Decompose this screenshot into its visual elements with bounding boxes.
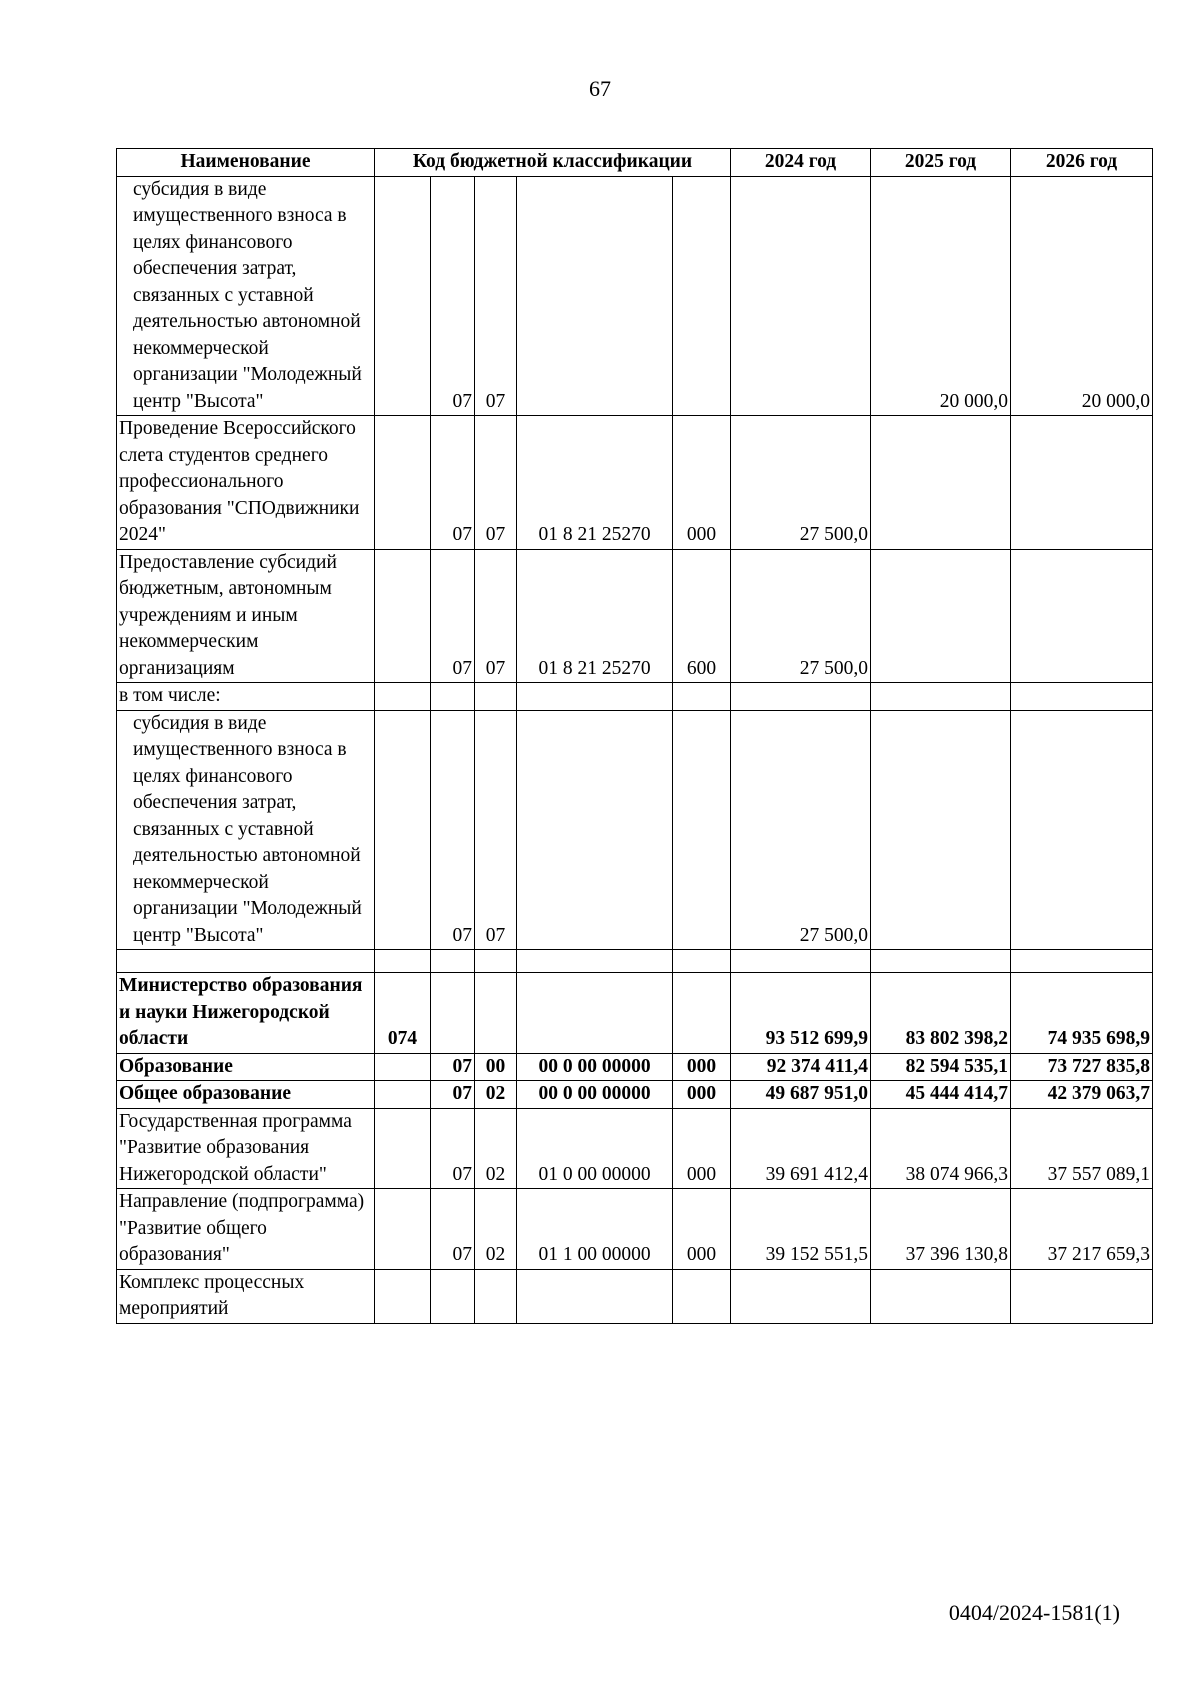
table-row bbox=[117, 1053, 1153, 1081]
row-value-2026 bbox=[1011, 683, 1153, 711]
row-code-expense-type: 000 bbox=[673, 1053, 731, 1081]
row-code-subsection: 02 bbox=[475, 1108, 517, 1189]
table-row bbox=[117, 950, 1153, 973]
row-code-section: 07 bbox=[431, 416, 475, 550]
row-code-expense-type bbox=[673, 683, 731, 711]
row-code-expense-type bbox=[673, 176, 731, 416]
row-code-target: 01 0 00 00000 bbox=[517, 1108, 673, 1189]
row-code-admin bbox=[375, 1189, 431, 1270]
row-value-2024: 39 152 551,5 bbox=[731, 1189, 871, 1270]
table-row bbox=[117, 1269, 1153, 1323]
row-name: Комплекс процессных мероприятий bbox=[117, 1269, 375, 1323]
row-code-section bbox=[431, 1269, 475, 1323]
row-code-admin bbox=[375, 176, 431, 416]
row-value-2025 bbox=[871, 1269, 1011, 1323]
row-name: субсидия в виде имущественного взноса в целях финансового обеспечения затрат, связанных с уставной деятельностью автономной некоммерческой организации "Молодежный центр "Высота" bbox=[117, 710, 375, 950]
row-value-2026: 42 379 063,7 bbox=[1011, 1081, 1153, 1109]
row-code-subsection: 02 bbox=[475, 1189, 517, 1270]
row-code-subsection: 07 bbox=[475, 416, 517, 550]
header-code: Код бюджетной классификации bbox=[375, 149, 731, 177]
row-code-target: 00 0 00 00000 bbox=[517, 1053, 673, 1081]
row-name: в том числе: bbox=[117, 683, 375, 711]
row-code-admin bbox=[375, 710, 431, 950]
row-name bbox=[117, 950, 375, 973]
row-code-target: 01 8 21 25270 bbox=[517, 416, 673, 550]
row-value-2026 bbox=[1011, 416, 1153, 550]
row-name: Образование bbox=[117, 1053, 375, 1081]
table-row bbox=[117, 416, 1153, 550]
row-code-target: 01 8 21 25270 bbox=[517, 549, 673, 683]
row-code-subsection: 07 bbox=[475, 176, 517, 416]
header-2024: 2024 год bbox=[731, 149, 871, 177]
row-value-2024: 49 687 951,0 bbox=[731, 1081, 871, 1109]
row-code-subsection: 00 bbox=[475, 1053, 517, 1081]
table-row bbox=[117, 973, 1153, 1054]
row-code-target: 00 0 00 00000 bbox=[517, 1081, 673, 1109]
row-value-2025 bbox=[871, 416, 1011, 550]
row-code-subsection bbox=[475, 973, 517, 1054]
row-value-2024 bbox=[731, 1269, 871, 1323]
row-code-section: 07 bbox=[431, 1189, 475, 1270]
row-value-2024 bbox=[731, 950, 871, 973]
row-value-2024 bbox=[731, 683, 871, 711]
row-value-2024 bbox=[731, 176, 871, 416]
table-row bbox=[117, 176, 1153, 416]
table-row bbox=[117, 683, 1153, 711]
row-value-2026 bbox=[1011, 950, 1153, 973]
row-code-section bbox=[431, 950, 475, 973]
row-value-2025: 37 396 130,8 bbox=[871, 1189, 1011, 1270]
row-code-target: 01 1 00 00000 bbox=[517, 1189, 673, 1270]
row-code-expense-type: 600 bbox=[673, 549, 731, 683]
row-value-2025: 20 000,0 bbox=[871, 176, 1011, 416]
row-code-target bbox=[517, 683, 673, 711]
row-value-2026: 73 727 835,8 bbox=[1011, 1053, 1153, 1081]
row-code-target bbox=[517, 950, 673, 973]
row-code-admin bbox=[375, 1081, 431, 1109]
row-code-section: 07 bbox=[431, 1108, 475, 1189]
row-code-section: 07 bbox=[431, 710, 475, 950]
row-value-2025: 83 802 398,2 bbox=[871, 973, 1011, 1054]
row-code-target bbox=[517, 710, 673, 950]
row-code-expense-type: 000 bbox=[673, 1189, 731, 1270]
row-code-expense-type: 000 bbox=[673, 1108, 731, 1189]
row-code-target bbox=[517, 1269, 673, 1323]
row-value-2025: 45 444 414,7 bbox=[871, 1081, 1011, 1109]
row-code-subsection bbox=[475, 1269, 517, 1323]
row-code-section bbox=[431, 973, 475, 1054]
row-value-2025: 82 594 535,1 bbox=[871, 1053, 1011, 1081]
row-code-target bbox=[517, 176, 673, 416]
header-2026: 2026 год bbox=[1011, 149, 1153, 177]
table-row bbox=[117, 710, 1153, 950]
row-value-2024: 39 691 412,4 bbox=[731, 1108, 871, 1189]
row-name: Министерство образования и науки Нижегородской области bbox=[117, 973, 375, 1054]
row-value-2026: 20 000,0 bbox=[1011, 176, 1153, 416]
header-2025: 2025 год bbox=[871, 149, 1011, 177]
row-name: Проведение Всероссийского слета студентов среднего профессионального образования "СПОдвижники 2024" bbox=[117, 416, 375, 550]
row-value-2025: 38 074 966,3 bbox=[871, 1108, 1011, 1189]
row-name: Общее образование bbox=[117, 1081, 375, 1109]
row-value-2026 bbox=[1011, 1269, 1153, 1323]
table-header-row bbox=[117, 149, 1153, 177]
row-value-2026: 37 217 659,3 bbox=[1011, 1189, 1153, 1270]
row-value-2024: 93 512 699,9 bbox=[731, 973, 871, 1054]
row-value-2025 bbox=[871, 710, 1011, 950]
row-code-subsection: 07 bbox=[475, 549, 517, 683]
row-code-section: 07 bbox=[431, 1081, 475, 1109]
row-value-2025 bbox=[871, 549, 1011, 683]
row-code-section: 07 bbox=[431, 549, 475, 683]
row-code-expense-type bbox=[673, 1269, 731, 1323]
budget-table bbox=[116, 148, 1153, 1324]
document-registration-code: 0404/2024-1581(1) bbox=[948, 1600, 1120, 1625]
row-code-section bbox=[431, 683, 475, 711]
row-code-admin bbox=[375, 683, 431, 711]
row-code-admin bbox=[375, 1053, 431, 1081]
row-code-subsection: 02 bbox=[475, 1081, 517, 1109]
row-code-expense-type bbox=[673, 973, 731, 1054]
row-name: субсидия в виде имущественного взноса в целях финансового обеспечения затрат, связанных с уставной деятельностью автономной некоммерческой организации "Молодежный центр "Высота" bbox=[117, 176, 375, 416]
table-row bbox=[117, 549, 1153, 683]
row-name: Предоставление субсидий бюджетным, автономным учреждениям и иным некоммерческим организациям bbox=[117, 549, 375, 683]
row-code-subsection bbox=[475, 950, 517, 973]
row-code-expense-type: 000 bbox=[673, 1081, 731, 1109]
row-value-2026: 74 935 698,9 bbox=[1011, 973, 1153, 1054]
row-value-2024: 27 500,0 bbox=[731, 710, 871, 950]
row-code-expense-type bbox=[673, 710, 731, 950]
row-value-2025 bbox=[871, 950, 1011, 973]
table-row bbox=[117, 1189, 1153, 1270]
row-code-section: 07 bbox=[431, 176, 475, 416]
row-value-2024: 92 374 411,4 bbox=[731, 1053, 871, 1081]
row-value-2026 bbox=[1011, 549, 1153, 683]
row-code-admin bbox=[375, 549, 431, 683]
row-value-2026: 37 557 089,1 bbox=[1011, 1108, 1153, 1189]
row-code-admin: 074 bbox=[375, 973, 431, 1054]
table-row bbox=[117, 1108, 1153, 1189]
row-code-admin bbox=[375, 1269, 431, 1323]
page-number: 67 bbox=[589, 76, 611, 101]
table-row bbox=[117, 1081, 1153, 1109]
row-code-target bbox=[517, 973, 673, 1054]
row-code-expense-type bbox=[673, 950, 731, 973]
row-code-admin bbox=[375, 950, 431, 973]
row-name: Государственная программа "Развитие образования Нижегородской области" bbox=[117, 1108, 375, 1189]
row-code-section: 07 bbox=[431, 1053, 475, 1081]
row-value-2025 bbox=[871, 683, 1011, 711]
row-value-2024: 27 500,0 bbox=[731, 416, 871, 550]
row-code-subsection bbox=[475, 683, 517, 711]
row-value-2024: 27 500,0 bbox=[731, 549, 871, 683]
row-code-admin bbox=[375, 416, 431, 550]
row-code-subsection: 07 bbox=[475, 710, 517, 950]
row-name: Направление (подпрограмма) "Развитие общего образования" bbox=[117, 1189, 375, 1270]
row-code-admin bbox=[375, 1108, 431, 1189]
row-value-2026 bbox=[1011, 710, 1153, 950]
header-name: Наименование bbox=[117, 149, 375, 177]
row-code-expense-type: 000 bbox=[673, 416, 731, 550]
